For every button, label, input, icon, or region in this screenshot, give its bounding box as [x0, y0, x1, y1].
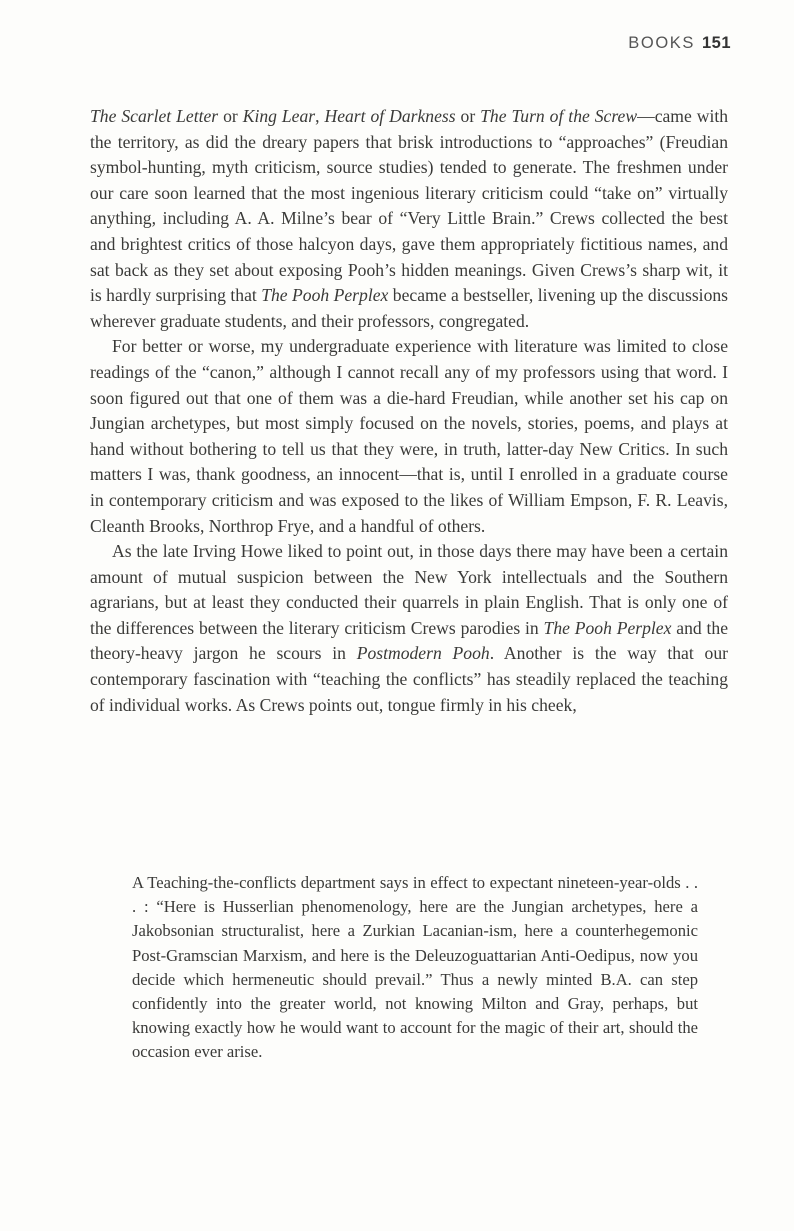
italic-title: The Pooh Perplex [261, 285, 389, 306]
page-number: 151 [701, 34, 731, 52]
paragraph [90, 104, 728, 334]
block-quote [132, 871, 698, 1065]
italic-title: King Lear [242, 106, 316, 126]
paragraph [90, 334, 728, 539]
paragraph [90, 539, 728, 718]
text-run: As the late Irving Howe liked to point out, in those days there may have been a certain amount of mutual suspicion between the New York intellectuals and the Southern agrarians, but at least they conducted their quarrels in plain English. That is only one of the differences between the literary criticism Crews parodies in [90, 541, 728, 638]
text-run: or [455, 106, 481, 126]
text-run: and the theory-heavy jargon he scours in [90, 617, 728, 664]
italic-title: Heart of Darkness [324, 106, 456, 126]
block-quote-text: A Teaching-the-conflicts department says in effect to expectant nineteen-year-olds . . . : “Here is Husserlian phenomenology, here are the Jungian archetypes, here a Jakobsonian structuralist, here a Zurkian Lacanian-ism, here a counterhegemonic Post-Gramscian Marxism, and here is the Deleuzoguattarian Anti-Oedipus, now you decide which hermeneutic should prevail.” Thus a newly minted B.A. can step confidently into the greater world, not knowing Milton and Gray, perhaps, but knowing exactly how he would want to account for the magic of their art, should the occasion ever arise. [132, 873, 698, 1062]
text-run: became a bestseller, livening up the discussions wherever graduate students, and their professors, congregated. [90, 285, 729, 331]
italic-title: The Turn of the Screw [480, 106, 638, 126]
italic-title: The Scarlet Letter [90, 106, 219, 126]
text-run: , [315, 106, 325, 126]
italic-title: The Pooh Perplex [543, 617, 672, 638]
body-text [90, 104, 728, 718]
running-header [628, 34, 731, 53]
section-title: BOOKS [628, 34, 695, 52]
text-run: . Another is the way that our contemporary fascination with “teaching the conflicts” has steadily replaced the teaching of individual works. As Crews points out, tongue firmly in his cheek, [90, 643, 728, 715]
text-run: or [218, 106, 243, 126]
text-run: —came with the territory, as did the dreary papers that brisk introductions to “approaches” (Freudian symbol-hunting, myth criticism, source studies) tended to generate. The freshmen under our care soon learned that the most ingenious literary criticism could “take on” virtually anything, including A. A. Milne’s bear of “Very Little Brain.” Crews collected the best and brightest critics of those halcyon days, gave them appropriately fictitious names, and sat back as they set about exposing Pooh’s hidden meanings. Given Crews’s sharp wit, it is hardly surprising that [90, 106, 729, 306]
italic-title: Postmodern Pooh [356, 643, 490, 664]
text-run: For better or worse, my undergraduate experience with literature was limited to close readings of the “canon,” although I cannot recall any of my professors using that word. I soon figured out that one of them was a die-hard Freudian, while another set his cap on Jungian archetypes, but most simply focused on the novels, stories, poems, and plays at hand without bothering to tell us that they were, in truth, latter-day New Critics. In such matters I was, thank goodness, an innocent—that is, until I enrolled in a graduate course in contemporary criticism and was exposed to the likes of William Empson, F. R. Leavis, Cleanth Brooks, Northrop Frye, and a handful of others. [90, 336, 728, 536]
